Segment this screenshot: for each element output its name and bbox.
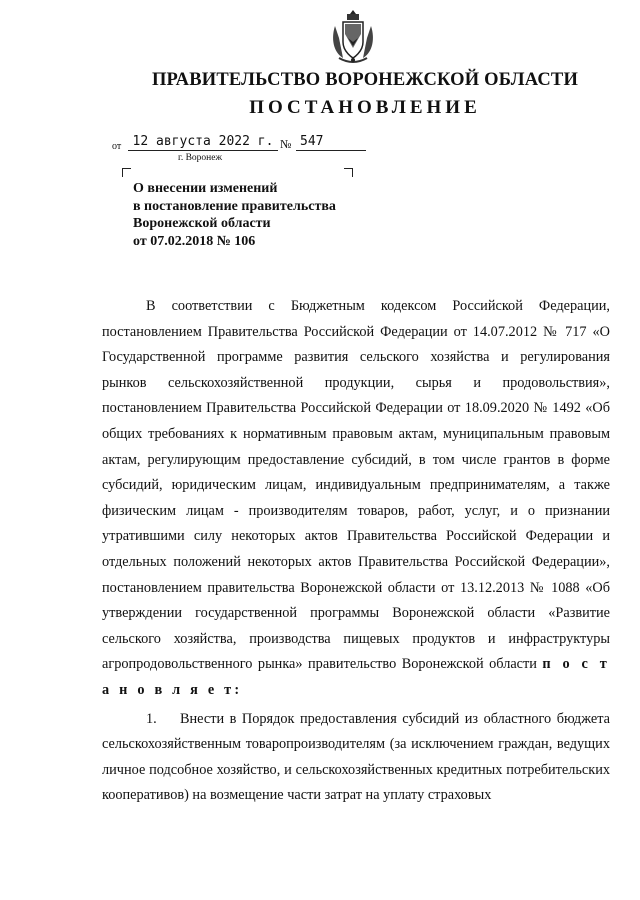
document-body [102,294,610,809]
clause-number: 1. [146,710,157,727]
subject-line: в постановление правительства [133,198,336,214]
decree-word: п о с т а н о в л я е т: [102,656,610,698]
subject-line: от 07.02.2018 № 106 [133,233,256,249]
date-prefix: от [112,141,122,152]
subject-line: Воронежской области [133,216,271,231]
organization-title: ПРАВИТЕЛЬСТВО ВОРОНЕЖСКОЙ ОБЛАСТИ [151,70,579,90]
clause-1 [102,707,610,809]
preamble-paragraph [102,294,610,704]
subject-line: О внесении изменений [133,181,278,196]
registration-line [112,134,372,154]
document-subject [133,180,373,250]
coat-of-arms-icon [329,8,377,66]
document-number: 547 [296,134,366,151]
subject-corner-right [344,168,353,177]
clause-text: Внести в Порядок предоставления субсидий из областного бюджета сельскохозяйственным товаропроизводителям (за исключением граждан, ведущих личное подсобное хозяйство, и сельскохозяйственных кредитных потребительских кооперативов) на возмещение части затрат на уплату страховых [102,710,610,804]
number-sign: № [280,137,292,151]
preamble-text: В соответствии с Бюджетным кодексом Российской Федерации, постановлением Правительства Российской Федерации от 14.07.2012 № 717 «О Государственной программе развития сельского хозяйства и регулирования рынков сельскохозяйственной продукции, сырья и продовольствия», постановлением Правительства Российской Федерации от 18.09.2020 № 1492 «Об общих требованиях к нормативным правовым актам, муниципальным правовым актам, регулирующим предоставление субсидий, в том числе грантов в форме субсидий, юридическим лицам, индивидуальным предпринимателям, а также физическим лицам - производителям товаров, работ, услуг, и о признании утратившими силу некоторых актов Правительства Российской Федерации и отдельных положений некоторых актов Правительства Российской Федерации», постановлением правительства Воронежской области от 13.12.2013 № 1088 «Об утверждении государственной программы Воронежской области «Развитие сельского хозяйства, производства пищевых продуктов и инфраструктуры агропродовольственного рынка» правительство Воронежской области [102,298,610,673]
document-date: 12 августа 2022 г. [128,134,278,151]
document-type: ПОСТАНОВЛЕНИЕ [249,97,481,118]
subject-corner-left [122,168,131,177]
city-label: г. Воронеж [178,153,223,163]
